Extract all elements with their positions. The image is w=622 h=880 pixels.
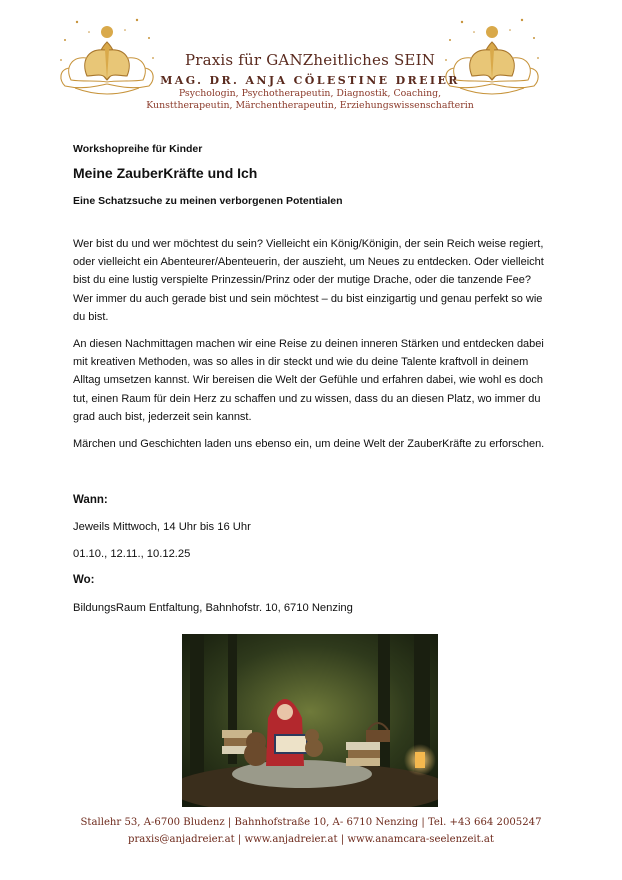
workshop-series-label: Workshopreihe für Kinder: [73, 143, 203, 155]
description-paragraph: An diesen Nachmittagen machen wir eine Reise zu deinen inneren Stärken und entdecken dabei mit kreativen Methoden, was so alles in dir steckt und wie du deine Talente kraftvoll in deinem Alltag umsetzen kannst. Wir bereisen die Welt der Gefühle und erfahren dabei, wie wohl es doch tut, einen Raum für dein Herz zu schaffen und zu wissen, dass du an diesen Platz, wo immer du grad auch bist, jederzeit sein kannst.: [73, 338, 544, 423]
when-dates: 01.10., 12.11., 10.12.25: [73, 548, 191, 561]
forest-reading-child-photo: [182, 634, 438, 807]
fairytale-paragraph: Märchen und Geschichten laden uns ebenso ein, um deine Welt der ZauberKräfte zu erforschen.: [73, 438, 545, 451]
practice-name: Praxis für GANZheitliches SEIN: [184, 51, 436, 69]
footer-web-links: praxis@anjadreier.at | www.anjadreier.at | www.anamcara-seelenzeit.at: [128, 834, 494, 845]
footer-contact: [40, 814, 582, 848]
professional-titles-line-2: Kunsttherapeutin, Märchentherapeutin, Erziehungswissenschafterin: [146, 100, 474, 111]
when-label: Wann:: [73, 494, 108, 507]
when-time: Jeweils Mittwoch, 14 Uhr bis 16 Uhr: [73, 521, 251, 534]
intro-paragraph: Wer bist du und wer möchtest du sein? Vielleicht ein König/Königin, der sein Reich weise regiert, oder vielleicht ein Abenteurer/Abenteuerin, der auszieht, um Neues zu entdecken. Oder vielleicht bist du eine lustig verspielte Prinzessin/Prinz oder der mutige Drache, oder die tanzende Fee? Wer immer du auch gerade bist und sein möchtest – du bist einzigartig und genau perfekt so wie du bist.: [73, 238, 544, 323]
where-label: Wo:: [73, 574, 95, 587]
workshop-tagline: Eine Schatzsuche zu meinen verborgenen Potentialen: [73, 195, 343, 207]
professional-titles-line-1: Psychologin, Psychotherapeutin, Diagnostik, Coaching,: [178, 88, 442, 99]
therapist-name: MAG. DR. ANJA CÖLESTINE DREIER: [160, 74, 460, 87]
document-body: [73, 142, 553, 616]
footer-addresses: Stallehr 53, A-6700 Bludenz | Bahnhofstraße 10, A- 6710 Nenzing | Tel. +43 664 2005247: [80, 817, 542, 828]
workshop-title: Meine ZauberKräfte und Ich: [73, 165, 258, 181]
letterhead: [130, 50, 490, 112]
where-place: BildungsRaum Entfaltung, Bahnhofstr. 10, 6710 Nenzing: [73, 602, 353, 615]
